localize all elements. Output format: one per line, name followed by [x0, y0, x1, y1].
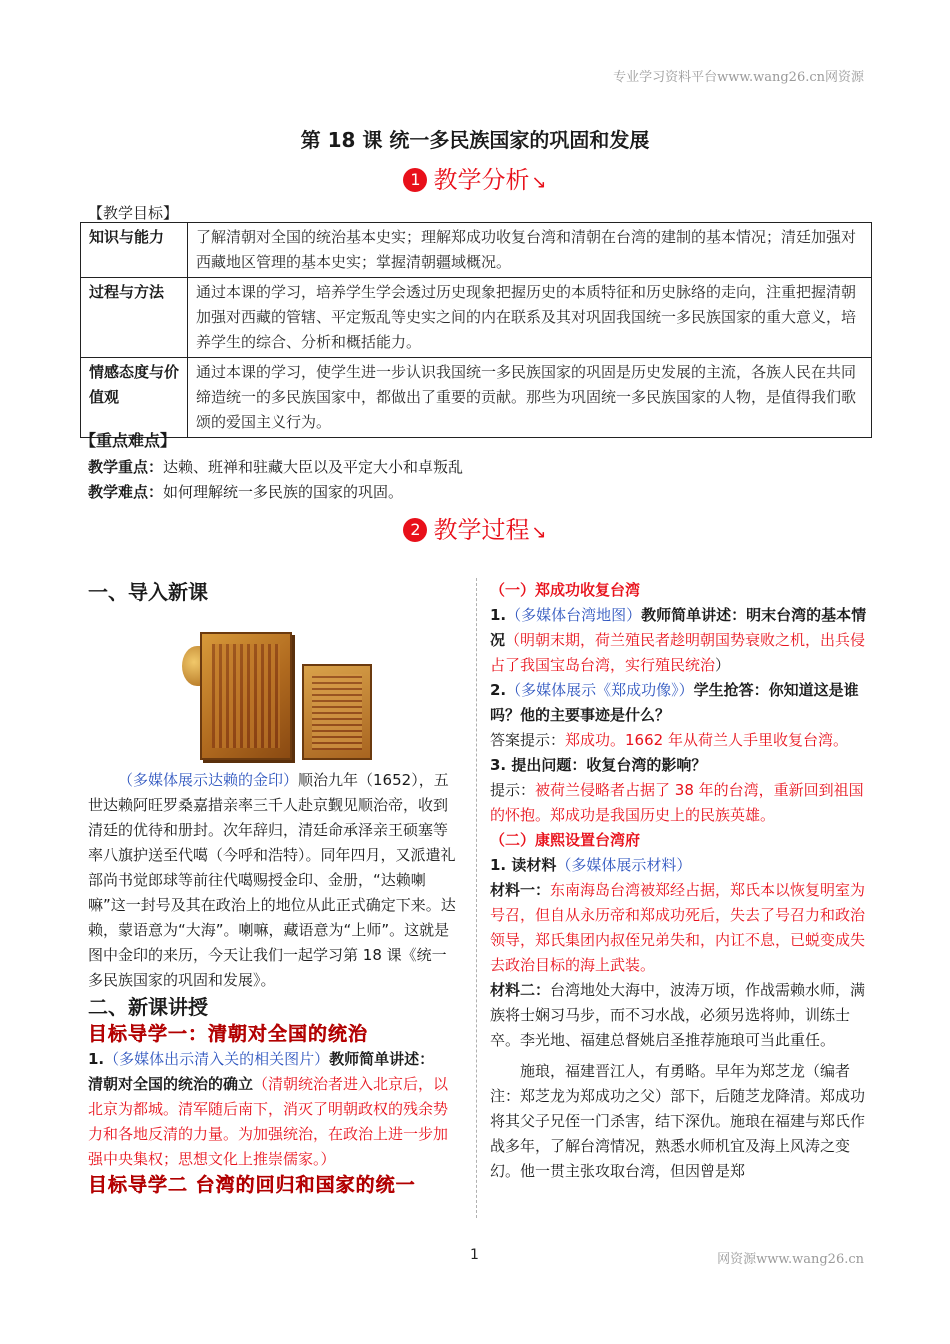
item-lead: 教师简单讲述：	[329, 1050, 435, 1068]
item-detail-text: （清朝统治者进入北京后，以北京为都城。清军随后南下，消灭了明朝政权的残余势力和各地反清的力量。为加强统治，在政治上进一步加强中央集权；思想文化上推崇儒家。）	[88, 1075, 449, 1168]
document-title: 第 18 课 统一多民族国家的巩固和发展	[300, 128, 650, 152]
goal-row-content: 通过本课的学习，使学生进一步认识我国统一多民族国家的巩固是历史发展的主流，各族人民在共同缔造统一的多民族国家中，都做出了重要的贡献。那些为巩固统一多民族国家的人物，是值得我们歌颂的爱国主义行为。	[188, 358, 872, 438]
intro-paragraph	[88, 768, 460, 993]
header-watermark: 专业学习资料平台www.wang26.cn网资源	[613, 70, 864, 85]
material-text: 东南海岛台湾被郑经占据，郑氏本以恢复明室为号召，但自从永历帝和郑成功死后，失去了号召力和政治领导，郑氏集团内叔侄兄弟失和，内讧不息，已蜕变成失去政治目标的海上武装。	[490, 881, 866, 974]
intro-heading: 一、导入新课	[88, 580, 208, 604]
goal-row-content: 了解清朝对全国的统治基本史实；理解郑成功收复台湾和清朝在台湾的建制的基本情况；清廷加强对西藏地区管理的基本史实；掌握清朝疆域概况。	[188, 223, 872, 278]
goal-banner-1: 目标导学一：清朝对全国的统治	[88, 1023, 369, 1045]
focus-label: 教学重点：	[88, 458, 164, 476]
left-column	[88, 578, 460, 1198]
focus-text: 达赖、班禅和驻藏大臣以及平定大小和卓叛乱	[163, 458, 464, 476]
goal-row-head: 知识与能力	[81, 223, 188, 278]
goal-row-head: 情感态度与价值观	[81, 358, 188, 438]
material-1: 材料一：东南海岛台湾被郑经占据，郑氏本以恢复明室为号召，但自从永历帝和郑成功死后，失去了号召力和政治领导，郑氏集团内叔侄兄弟失和，内讧不息，已蜕变成失去政治目标的海上武装。	[490, 881, 866, 974]
teaching-difficulty	[88, 481, 403, 502]
column-divider	[476, 578, 477, 1218]
difficulty-label: 教学难点：	[88, 483, 164, 501]
goals-table	[80, 222, 872, 438]
footer-watermark: 网资源www.wang26.cn	[717, 1252, 864, 1267]
answer-text: 郑成功。1662 年从荷兰人手里收复台湾。	[565, 731, 848, 749]
right-item-3: 3. 提出问题：收复台湾的影响？	[490, 756, 707, 774]
page-number: 1	[470, 1247, 479, 1263]
item-lead: 教师简单讲述：明末台湾的基本情况	[490, 606, 867, 649]
table-row	[81, 358, 872, 438]
item-number: 1.	[88, 1050, 105, 1068]
material-2-paragraph: 施琅，福建晋江人，有勇略。早年为郑芝龙（编者注：郑芝龙为郑成功之父）部下，后随芝龙降清。郑成功将其父子兄侄一门杀害，结下深仇。施琅在福建与郑氏作战多年，了解台湾情况，熟悉水师机宜及海上风涛之变幻。他一贯主张攻取台湾，但因曾是郑	[490, 1062, 866, 1180]
item-media-note: （多媒体展示《郑成功像》）	[506, 681, 694, 699]
item-1	[88, 1047, 460, 1072]
right-item-2: 2.（多媒体展示《郑成功像》）学生抢答：你知道这是谁吗？他的主要事迹是什么？	[490, 681, 859, 724]
golden-seal-image	[88, 606, 460, 768]
subsection-heading-1: （一）郑成功收复台湾	[490, 581, 641, 599]
section-number-badge: 2	[403, 518, 427, 542]
item-media-note: （多媒体出示清入关的相关图片）	[104, 1050, 330, 1068]
section-label: 教学分析	[433, 166, 530, 194]
section-label: 教学过程	[433, 516, 530, 544]
read-material-line: 1. 读材料（多媒体展示材料）	[490, 856, 692, 874]
goals-label: 【教学目标】	[88, 204, 179, 222]
material-text: 台湾地处大海中，波涛万顷，作战需赖水师，满族将士娴习马步，而不习水战，必须另选将帅，训练士卒。李光地、福建总督姚启圣推荐施琅可当此重任。	[490, 981, 866, 1049]
impact-hint: 提示：被荷兰侵略者占据了 38 年的台湾，重新回到祖国的怀抱。郑成功是我国历史上的民族英雄。	[490, 781, 864, 824]
right-column	[490, 578, 874, 1184]
intro-text: 顺治九年（1652），五世达赖阿旺罗桑嘉措亲率三千人赴京觐见顺治帝，收到清廷的优待和册封。次年辞归，清廷命承泽亲王硕塞等率八旗护送至代噶（今呼和浩特）。同年四月，又派遣礼部尚书觉郎球等前往代噶赐授金印、金册，“达赖喇嘛”这一封号及其在政治上的地位从此正式确定下来。达赖，蒙语意为“大海”。喇嘛，藏语意为“上师”。这就是图中金印的来历，今天让我们一起学习第 18 课《统一多民族国家的巩固和发展》。	[88, 771, 456, 989]
goal-banner-2: 目标导学二 台湾的回归和国家的统一	[88, 1174, 416, 1196]
item-subject: 清朝对全国的统治的确立	[88, 1075, 254, 1093]
teaching-focus	[88, 456, 463, 477]
intro-media-note: （多媒体展示达赖的金印）	[118, 771, 299, 789]
item-question: 学生抢答：你知道这是谁吗？他的主要事迹是什么？	[490, 681, 859, 724]
new-lesson-heading: 二、新课讲授	[88, 995, 208, 1019]
material-2: 材料二：台湾地处大海中，波涛万顷，作战需赖水师，满族将士娴习马步，而不习水战，必须另选将帅，训练士卒。李光地、福建总督姚启圣推荐施琅可当此重任。	[490, 981, 866, 1049]
section-heading-analysis	[0, 160, 950, 195]
decorative-tick-icon: ↘	[531, 172, 547, 193]
right-item-1: 1.（多媒体台湾地图）教师简单讲述：明末台湾的基本情况（明朝末期，荷兰殖民者趁明朝国势衰败之机，出兵侵占了我国宝岛台湾，实行殖民统治）	[490, 606, 867, 674]
seal-imprint-icon	[302, 664, 372, 760]
hint-text: 被荷兰侵略者占据了 38 年的台湾，重新回到祖国的怀抱。郑成功是我国历史上的民族英雄。	[490, 781, 864, 824]
table-row	[81, 223, 872, 278]
item-media-note: （多媒体展示材料）	[556, 856, 692, 874]
table-row	[81, 278, 872, 358]
key-points-heading: 【重点难点】	[80, 431, 177, 450]
section-heading-process	[0, 510, 950, 545]
item-media-note: （多媒体台湾地图）	[506, 606, 642, 624]
answer-hint: 答案提示：郑成功。1662 年从荷兰人手里收复台湾。	[490, 731, 848, 749]
decorative-tick-icon: ↘	[531, 522, 547, 543]
difficulty-text: 如何理解统一多民族的国家的巩固。	[163, 483, 404, 501]
seal-body-icon	[200, 632, 292, 760]
item-detail-text: （明朝末期，荷兰殖民者趁明朝国势衰败之机，出兵侵占了我国宝岛台湾，实行殖民统治	[490, 631, 866, 674]
section-number-badge: 1	[403, 168, 427, 192]
item-1-detail	[88, 1072, 460, 1172]
subsection-heading-2: （二）康熙设置台湾府	[490, 831, 641, 849]
goal-row-content: 通过本课的学习，培养学生学会透过历史现象把握历史的本质特征和历史脉络的走向，注重把握清朝加强对西藏的管辖、平定叛乱等史实之间的内在联系及其对巩固我国统一多民族国家的重大意义，培养学生的综合、分析和概括能力。	[188, 278, 872, 358]
goal-row-head: 过程与方法	[81, 278, 188, 358]
